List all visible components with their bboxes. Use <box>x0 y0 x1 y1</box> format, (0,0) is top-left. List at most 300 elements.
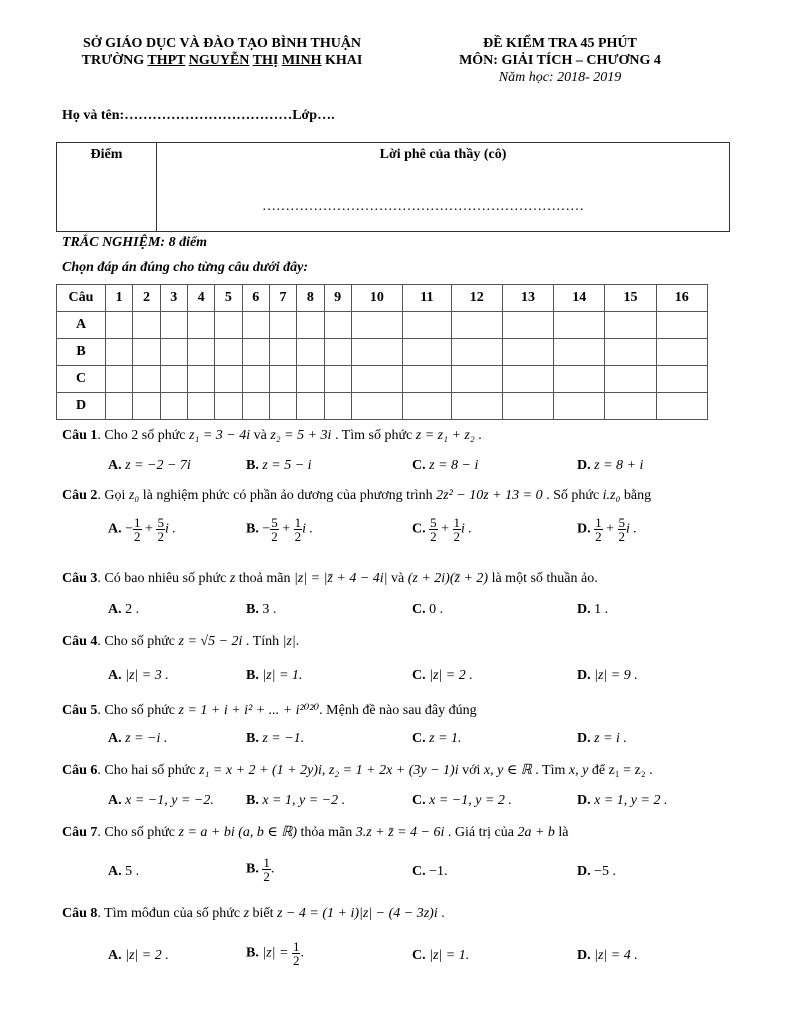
option-letter: B. <box>246 861 259 877</box>
question-text: . Cho số phức <box>97 825 179 840</box>
answer-cell[interactable] <box>403 339 452 366</box>
answer-row-d <box>57 393 708 420</box>
answer-cell[interactable] <box>215 393 242 420</box>
answer-row-label: D <box>57 393 106 420</box>
question-text: và <box>387 571 408 586</box>
q2-option-c[interactable] <box>412 516 472 543</box>
q4-option-c[interactable] <box>412 668 473 684</box>
q6-option-c[interactable] <box>412 793 512 809</box>
fraction-denominator: 2 <box>595 529 602 544</box>
fraction-denominator: 2 <box>263 869 270 884</box>
fraction-numerator: 5 <box>618 515 626 530</box>
question-math: z <box>243 906 250 921</box>
answer-cell[interactable] <box>554 312 605 339</box>
answer-cell[interactable] <box>160 339 187 366</box>
answer-cell[interactable] <box>106 366 133 393</box>
answer-row-b <box>57 339 708 366</box>
answer-cell[interactable] <box>215 312 242 339</box>
q3-option-b[interactable] <box>246 602 276 618</box>
fraction-numerator: 1 <box>263 855 270 870</box>
answer-cell[interactable] <box>215 366 242 393</box>
question-number-cell: 8 <box>297 285 324 312</box>
question-8 <box>62 906 445 922</box>
question-math: (z + 2i)(z̄ + 2) <box>407 571 489 586</box>
answer-cell[interactable] <box>451 339 502 366</box>
answer-cell[interactable] <box>269 312 296 339</box>
option-letter: D. <box>577 948 591 963</box>
question-math: 3.z + z̄ = 4 − 6i <box>355 825 445 840</box>
answer-row-label: B <box>57 339 106 366</box>
question-number-cell: 10 <box>351 285 402 312</box>
question-7 <box>62 824 569 841</box>
question-number-cell: 11 <box>403 285 452 312</box>
answer-row-label: C <box>57 366 106 393</box>
q4-option-b[interactable] <box>246 668 302 684</box>
question-math: |z| <box>282 634 296 649</box>
question-text: . Tìm <box>531 763 569 778</box>
fraction <box>618 516 627 543</box>
option-value: x = 1, y = 2 . <box>594 793 668 808</box>
question-text: . Có bao nhiêu số phức <box>97 571 230 586</box>
option-value: |z| = 4 . <box>594 948 638 963</box>
question-math: z₁ = x + 2 + (1 + 2y)i, z₂ = 1 + 2x + (3y − 1)i <box>199 763 459 778</box>
question-text: . Cho hai số phức <box>97 763 200 778</box>
answer-cell[interactable] <box>351 393 402 420</box>
answer-cell[interactable] <box>242 366 269 393</box>
answer-cell[interactable] <box>187 339 214 366</box>
option-value: |z| = 2 . <box>125 948 169 963</box>
q6-option-a[interactable] <box>108 793 214 809</box>
answer-cell[interactable] <box>403 366 452 393</box>
q8-option-c[interactable] <box>412 948 469 964</box>
question-label: Câu 4 <box>62 634 98 649</box>
student-name-line: Họ và tên:………………………………Lớp…. <box>62 108 335 123</box>
answer-cell[interactable] <box>215 339 242 366</box>
q3-option-a[interactable] <box>108 602 139 618</box>
option-tail: i . <box>626 521 637 537</box>
option-value: 5 . <box>125 864 140 879</box>
option-value: 2 . <box>125 602 140 617</box>
q1-option-b[interactable] <box>246 458 312 474</box>
option-letter: D. <box>577 458 591 473</box>
answer-cell[interactable] <box>502 339 553 366</box>
question-number-cell: 4 <box>187 285 214 312</box>
answer-cell[interactable] <box>605 339 656 366</box>
answer-cell[interactable] <box>269 393 296 420</box>
question-number-cell: 14 <box>554 285 605 312</box>
answer-cell[interactable] <box>403 312 452 339</box>
question-text: là nghiệm phức có phần ảo dương của phương trình <box>139 488 437 503</box>
q2-option-b[interactable] <box>246 516 313 543</box>
question-number-cell: 12 <box>451 285 502 312</box>
school-prefix: TRƯỜNG <box>81 53 148 68</box>
answer-cell[interactable] <box>187 312 214 339</box>
answer-cell[interactable] <box>297 339 324 366</box>
q7-option-b[interactable] <box>246 856 274 883</box>
answer-cell[interactable] <box>297 393 324 420</box>
answer-cell[interactable] <box>605 393 656 420</box>
question-label: Câu 8 <box>62 906 98 921</box>
question-number-cell: 13 <box>502 285 553 312</box>
question-text: thoả mãn <box>235 571 294 586</box>
question-text: . Gọi <box>97 488 129 503</box>
question-6 <box>62 762 653 779</box>
fraction-numerator: 1 <box>294 515 302 530</box>
answer-grid-header-row <box>57 285 708 312</box>
option-letter: A. <box>108 602 122 617</box>
answer-cell[interactable] <box>656 366 707 393</box>
option-letter: D. <box>577 793 591 808</box>
fraction-numerator: 5 <box>430 515 437 530</box>
question-number-cell: 6 <box>242 285 269 312</box>
option-letter: B. <box>246 793 259 808</box>
option-letter: A. <box>108 793 122 808</box>
q8-option-a[interactable] <box>108 948 169 964</box>
q7-option-a[interactable] <box>108 864 139 880</box>
question-text: . Mệnh đề nào sau đây đúng <box>319 703 477 718</box>
answer-cell[interactable] <box>133 312 160 339</box>
question-number-cell: 5 <box>215 285 242 312</box>
q4-option-a[interactable] <box>108 668 169 684</box>
answer-row-c <box>57 366 708 393</box>
question-5 <box>62 702 477 719</box>
option-value: z = −2 − 7i <box>125 458 191 473</box>
department-name: SỞ GIÁO DỤC VÀ ĐÀO TẠO BÌNH THUẬN <box>82 36 362 51</box>
answer-row-label: A <box>57 312 106 339</box>
question-number-cell: 9 <box>324 285 351 312</box>
option-letter: D. <box>577 864 591 879</box>
exam-title: ĐỀ KIỂM TRA 45 PHÚT <box>483 36 637 51</box>
q2-option-a[interactable] <box>108 516 176 543</box>
answer-cell[interactable] <box>133 339 160 366</box>
question-math: x, y ∈ ℝ <box>483 763 532 778</box>
question-number-cell: 2 <box>133 285 160 312</box>
option-value: z = −1. <box>262 731 305 746</box>
option-letter: D. <box>577 521 591 537</box>
school-word-4: MINH <box>281 53 322 68</box>
option-value: x = 1, y = −2 . <box>262 793 346 808</box>
question-text: . Cho số phức <box>97 703 179 718</box>
fraction-denominator: 2 <box>453 529 461 544</box>
question-number-cell: 3 <box>160 285 187 312</box>
answer-grid <box>56 284 708 420</box>
q8-option-d[interactable] <box>577 948 638 964</box>
answer-cell[interactable] <box>269 339 296 366</box>
q5-option-a[interactable] <box>108 731 167 747</box>
question-text: . <box>295 634 300 649</box>
option-value: x = −1, y = −2. <box>125 793 214 808</box>
option-value: z = 5 − i <box>262 458 312 473</box>
question-number-cell: 16 <box>656 285 707 312</box>
question-4 <box>62 634 299 650</box>
question-text: biết <box>249 906 278 921</box>
q8-option-b[interactable] <box>246 940 304 967</box>
fraction <box>429 516 438 543</box>
option-letter: B. <box>246 731 259 746</box>
answer-cell[interactable] <box>351 366 402 393</box>
fraction <box>262 856 271 883</box>
answer-cell[interactable] <box>351 339 402 366</box>
option-value: z = 8 + i <box>594 458 644 473</box>
answer-cell[interactable] <box>324 312 351 339</box>
question-math: z₁ = 3 − 4i <box>189 428 251 443</box>
answer-cell[interactable] <box>502 312 553 339</box>
fraction-denominator: 2 <box>618 529 626 544</box>
answer-cell[interactable] <box>160 366 187 393</box>
question-math: z₂ = 5 + 3i <box>270 428 332 443</box>
fraction <box>133 516 142 543</box>
question-text: . <box>474 428 482 443</box>
option-letter: D. <box>577 731 591 746</box>
fraction-numerator: 5 <box>271 515 278 530</box>
answer-cell[interactable] <box>160 393 187 420</box>
question-math: z = 1 + i + i² + ... + i²⁰²⁰ <box>178 703 320 718</box>
school-word-3: THỊ <box>252 53 279 68</box>
fraction-denominator: 2 <box>292 953 300 968</box>
answer-cell[interactable] <box>133 393 160 420</box>
comment-label: Lời phê của thầy (cô) <box>379 147 507 162</box>
school-word-1: THPT <box>147 53 186 68</box>
answer-cell[interactable] <box>351 312 402 339</box>
option-value: |z| = 1. <box>262 668 303 683</box>
answer-cell[interactable] <box>605 366 656 393</box>
question-label: Câu 1 <box>62 428 98 443</box>
option-letter: C. <box>412 793 426 808</box>
question-text: thỏa mãn <box>297 825 356 840</box>
fraction-denominator: 2 <box>157 529 164 544</box>
option-value: −1. <box>429 864 448 879</box>
option-value: |z| = 2 . <box>429 668 473 683</box>
option-letter: C. <box>412 602 426 617</box>
answer-cell[interactable] <box>297 366 324 393</box>
question-label: Câu 5 <box>62 703 98 718</box>
school-year: Năm học: 2018- 2019 <box>498 70 622 85</box>
fraction-denominator: 2 <box>134 529 141 544</box>
score-box <box>56 142 730 232</box>
q4-option-d[interactable] <box>577 668 638 684</box>
answer-cell[interactable] <box>605 312 656 339</box>
option-operator: + <box>441 521 450 537</box>
question-2 <box>62 488 651 504</box>
question-text: . Cho số phức <box>97 634 179 649</box>
answer-row-a <box>57 312 708 339</box>
question-math: 2a + b <box>517 825 555 840</box>
option-tail: . <box>270 861 275 877</box>
fraction-denominator: 2 <box>271 529 278 544</box>
option-letter: C. <box>412 458 426 473</box>
answer-cell[interactable] <box>554 339 605 366</box>
option-value: x = −1, y = 2 . <box>429 793 512 808</box>
question-label: Câu 7 <box>62 825 98 840</box>
question-math: z = z₁ + z₂ <box>415 428 475 443</box>
answer-cell[interactable] <box>403 393 452 420</box>
answer-cell[interactable] <box>451 312 502 339</box>
question-math: z = √5 − 2i <box>178 634 243 649</box>
option-value: z = 8 − i <box>429 458 479 473</box>
option-letter: C. <box>412 864 426 879</box>
option-letter: A. <box>108 668 122 683</box>
option-operator: + <box>145 521 153 537</box>
question-text: . Giá trị của <box>444 825 518 840</box>
answer-cell[interactable] <box>106 393 133 420</box>
school-word-2: NGUYỄN <box>188 53 250 68</box>
option-sign: − <box>262 521 271 537</box>
section-instruction: Chọn đáp án đúng cho từng câu dưới đây: <box>62 260 308 275</box>
answer-cell[interactable] <box>554 393 605 420</box>
school-last-word: KHAI <box>325 53 363 68</box>
option-value: 3 . <box>262 602 277 617</box>
answer-cell[interactable] <box>324 366 351 393</box>
question-number-cell: 15 <box>605 285 656 312</box>
option-letter: B. <box>246 602 259 617</box>
question-text: . Tìm môđun của số phức <box>97 906 244 921</box>
option-value: |z| = 9 . <box>594 668 638 683</box>
answer-cell[interactable] <box>242 312 269 339</box>
option-value: z = 1. <box>429 731 462 746</box>
question-text: . Tìm số phức <box>331 428 416 443</box>
answer-cell[interactable] <box>187 366 214 393</box>
question-1 <box>62 428 482 444</box>
option-letter: C. <box>412 521 426 537</box>
answer-cell[interactable] <box>269 366 296 393</box>
q7-option-c[interactable] <box>412 864 448 880</box>
option-operator: + <box>282 521 291 537</box>
option-tail: i . <box>461 521 472 537</box>
answer-cell[interactable] <box>502 393 553 420</box>
fraction-numerator: 1 <box>453 515 461 530</box>
q1-option-a[interactable] <box>108 458 191 474</box>
question-text: . Tính <box>242 634 283 649</box>
q1-option-c[interactable] <box>412 458 478 474</box>
option-letter: A. <box>108 521 122 537</box>
fraction-denominator: 2 <box>294 529 302 544</box>
fraction <box>294 516 303 543</box>
answer-cell[interactable] <box>656 339 707 366</box>
question-math: z − 4 = (1 + i)|z| − (4 − 3z)i <box>277 906 438 921</box>
answer-cell[interactable] <box>297 312 324 339</box>
option-letter: C. <box>412 668 426 683</box>
question-math: i.z₀ <box>602 488 621 503</box>
score-label: Điểm <box>90 147 123 162</box>
option-operator: + <box>606 521 615 537</box>
q7-option-d[interactable] <box>577 864 616 880</box>
answer-cell[interactable] <box>656 393 707 420</box>
q5-option-d[interactable] <box>577 731 627 747</box>
option-prefix: |z| = <box>262 945 292 961</box>
exam-subject: MÔN: GIẢI TÍCH – CHƯƠNG 4 <box>459 53 661 68</box>
option-value: z = −i . <box>125 731 168 746</box>
answer-cell[interactable] <box>133 366 160 393</box>
q3-option-d[interactable] <box>577 602 608 618</box>
fraction-numerator: 5 <box>157 515 164 530</box>
answer-cell[interactable] <box>106 312 133 339</box>
option-letter: A. <box>108 731 122 746</box>
answer-cell[interactable] <box>160 312 187 339</box>
question-math: 2z² − 10z + 13 = 0 <box>436 488 543 503</box>
fraction <box>156 516 165 543</box>
option-sign: − <box>125 521 134 537</box>
question-number-cell: 7 <box>269 285 296 312</box>
fraction <box>270 516 279 543</box>
school-name <box>62 53 382 69</box>
question-label: Câu 3 <box>62 571 98 586</box>
option-letter: D. <box>577 602 591 617</box>
option-letter: C. <box>412 948 426 963</box>
fraction <box>453 516 462 543</box>
option-tail: i . <box>302 521 314 537</box>
question-math: x, y <box>568 763 589 778</box>
question-text: bằng <box>620 488 652 503</box>
q5-option-c[interactable] <box>412 731 462 747</box>
section-title: TRẮC NGHIỆM: 8 điểm <box>62 235 208 250</box>
option-tail: i . <box>164 521 176 537</box>
option-letter: D. <box>577 668 591 683</box>
fraction-numerator: 1 <box>134 515 141 530</box>
option-value: −5 . <box>594 864 617 879</box>
q6-option-d[interactable] <box>577 793 667 809</box>
q5-option-b[interactable] <box>246 731 304 747</box>
answer-cell[interactable] <box>106 339 133 366</box>
fraction <box>594 516 603 543</box>
option-tail: . <box>300 945 304 961</box>
fraction-denominator: 2 <box>430 529 437 544</box>
question-text: là một số thuần ảo. <box>488 571 598 586</box>
question-text: để z₁ = z₂ . <box>588 763 653 778</box>
question-math: z <box>229 571 236 586</box>
question-text: . Cho 2 số phức <box>97 428 189 443</box>
answer-cell[interactable] <box>656 312 707 339</box>
question-text: và <box>250 428 271 443</box>
answer-grid-corner: Câu <box>57 285 106 312</box>
fraction-numerator: 1 <box>595 515 602 530</box>
option-letter: C. <box>412 731 426 746</box>
question-text: . <box>437 906 445 921</box>
q6-option-b[interactable] <box>246 793 345 809</box>
question-3 <box>62 571 598 587</box>
answer-cell[interactable] <box>324 339 351 366</box>
answer-cell[interactable] <box>451 393 502 420</box>
question-math: z = a + bi (a, b ∈ ℝ) <box>178 825 298 840</box>
answer-cell[interactable] <box>451 366 502 393</box>
option-value: |z| = 3 . <box>125 668 169 683</box>
answer-cell[interactable] <box>502 366 553 393</box>
question-label: Câu 2 <box>62 488 98 503</box>
q3-option-c[interactable] <box>412 602 443 618</box>
question-text: với <box>458 763 484 778</box>
answer-cell[interactable] <box>242 339 269 366</box>
option-letter: B. <box>246 945 259 961</box>
fraction-numerator: 1 <box>292 939 300 954</box>
option-letter: B. <box>246 458 259 473</box>
option-letter: B. <box>246 668 259 683</box>
question-label: Câu 6 <box>62 763 98 778</box>
option-value: z = i . <box>594 731 627 746</box>
q2-option-d[interactable] <box>577 516 637 543</box>
answer-cell[interactable] <box>242 393 269 420</box>
option-value: 1 . <box>594 602 609 617</box>
comment-dots: …………………………………………………………… <box>262 199 584 214</box>
answer-cell[interactable] <box>324 393 351 420</box>
question-math: |z| = |z̄ + 4 − 4i| <box>293 571 388 586</box>
question-text: là <box>554 825 569 840</box>
option-value: |z| = 1. <box>429 948 470 963</box>
answer-cell[interactable] <box>554 366 605 393</box>
option-letter: A. <box>108 948 122 963</box>
question-text: . Số phức <box>542 488 603 503</box>
option-value: 0 . <box>429 602 444 617</box>
answer-cell[interactable] <box>187 393 214 420</box>
q1-option-d[interactable] <box>577 458 643 474</box>
